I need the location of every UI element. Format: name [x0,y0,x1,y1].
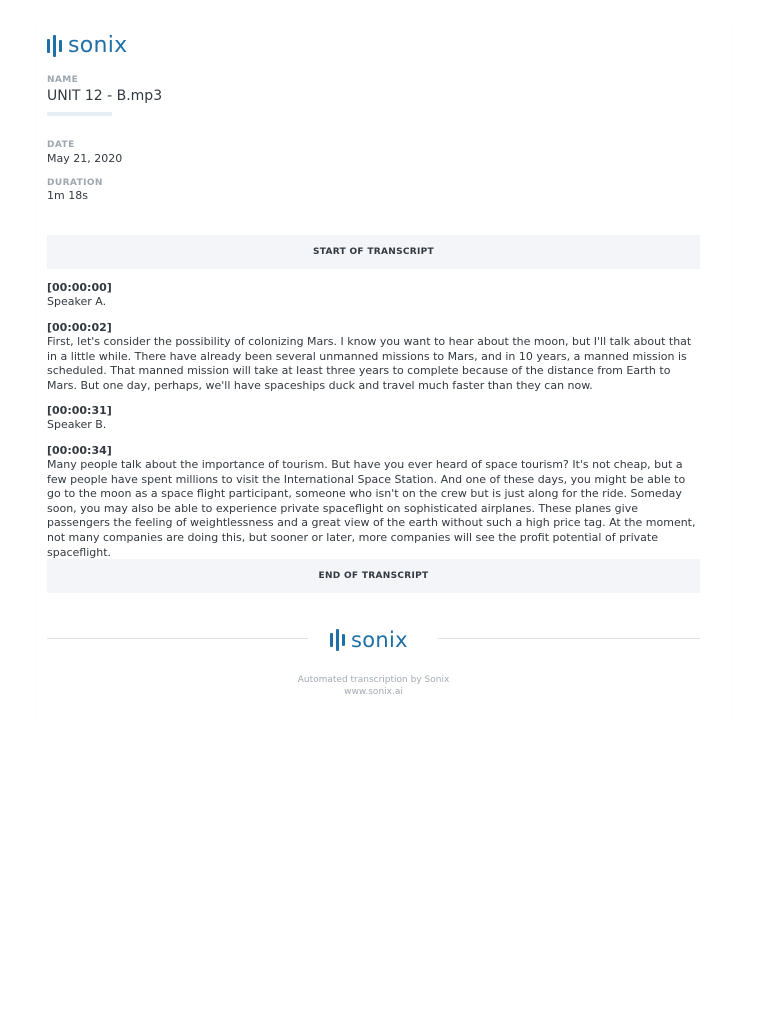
segment-timestamp: [00:00:00] [47,281,112,294]
sonix-footer-logo-icon [330,629,345,651]
segment-timestamp: [00:00:02] [47,321,112,334]
start-of-transcript-banner [47,235,700,269]
sonix-logo-text: sonix [68,33,128,58]
transcript-segment [47,443,700,560]
title-underline [47,112,112,116]
duration-value: 1m 18s [47,189,88,202]
footer-attribution: Automated transcription by Sonix [297,675,450,685]
footer-divider-left [47,638,308,639]
date-value: May 21, 2020 [47,152,123,165]
segment-text: First, let's consider the possibility of colonizing Mars. I know you want to hear about the moon, but I'll talk about that in a little while. There have already been several unmanned missions to Mars, and in 10 years, a manned mission is scheduled. That manned mission will take at least three years to complete because of the distance from Earth to Mars. But one day, perhaps, we'll have spaceships duck and travel much faster than they can now. [47,335,692,392]
segment-timestamp: [00:00:34] [47,444,112,457]
date-label: DATE [47,140,75,150]
segment-text: Speaker B. [47,418,107,431]
duration-label: DURATION [47,178,103,188]
transcript-segment [47,320,700,393]
end-of-transcript-banner [47,559,700,593]
footer-divider-right [438,638,700,639]
start-of-transcript-label: START OF TRANSCRIPT [313,247,434,257]
end-of-transcript-label: END OF TRANSCRIPT [318,571,429,581]
segment-text: Speaker A. [47,295,107,308]
name-label: NAME [47,75,79,85]
sonix-footer-logo [330,628,408,652]
sonix-logo-icon [47,35,62,57]
sonix-footer-logo-text: sonix [351,628,408,652]
segment-text: Many people talk about the importance of tourism. But have you ever heard of space tourism? It's not cheap, but a few people have spent millions to visit the International Space Station. And one of these days, you might be able to go to the moon as a space flight participant, someone who isn't on the crew but is just along for the ride. Someday soon, you may also be able to experience private spaceflight on sophisticated airplanes. These planes give passengers the feeling of weightlessness and a great view of the earth without such a high price tag. At the moment, not many companies are doing this, but sooner or later, more companies will see the profit potential of private spaceflight. [47,458,696,559]
segment-timestamp: [00:00:31] [47,404,112,417]
footer-website[interactable]: www.sonix.ai [344,687,403,697]
sonix-logo [47,34,128,58]
file-name: UNIT 12 - B.mp3 [47,88,163,104]
transcript-segment [47,280,700,310]
transcript-segment [47,403,700,433]
